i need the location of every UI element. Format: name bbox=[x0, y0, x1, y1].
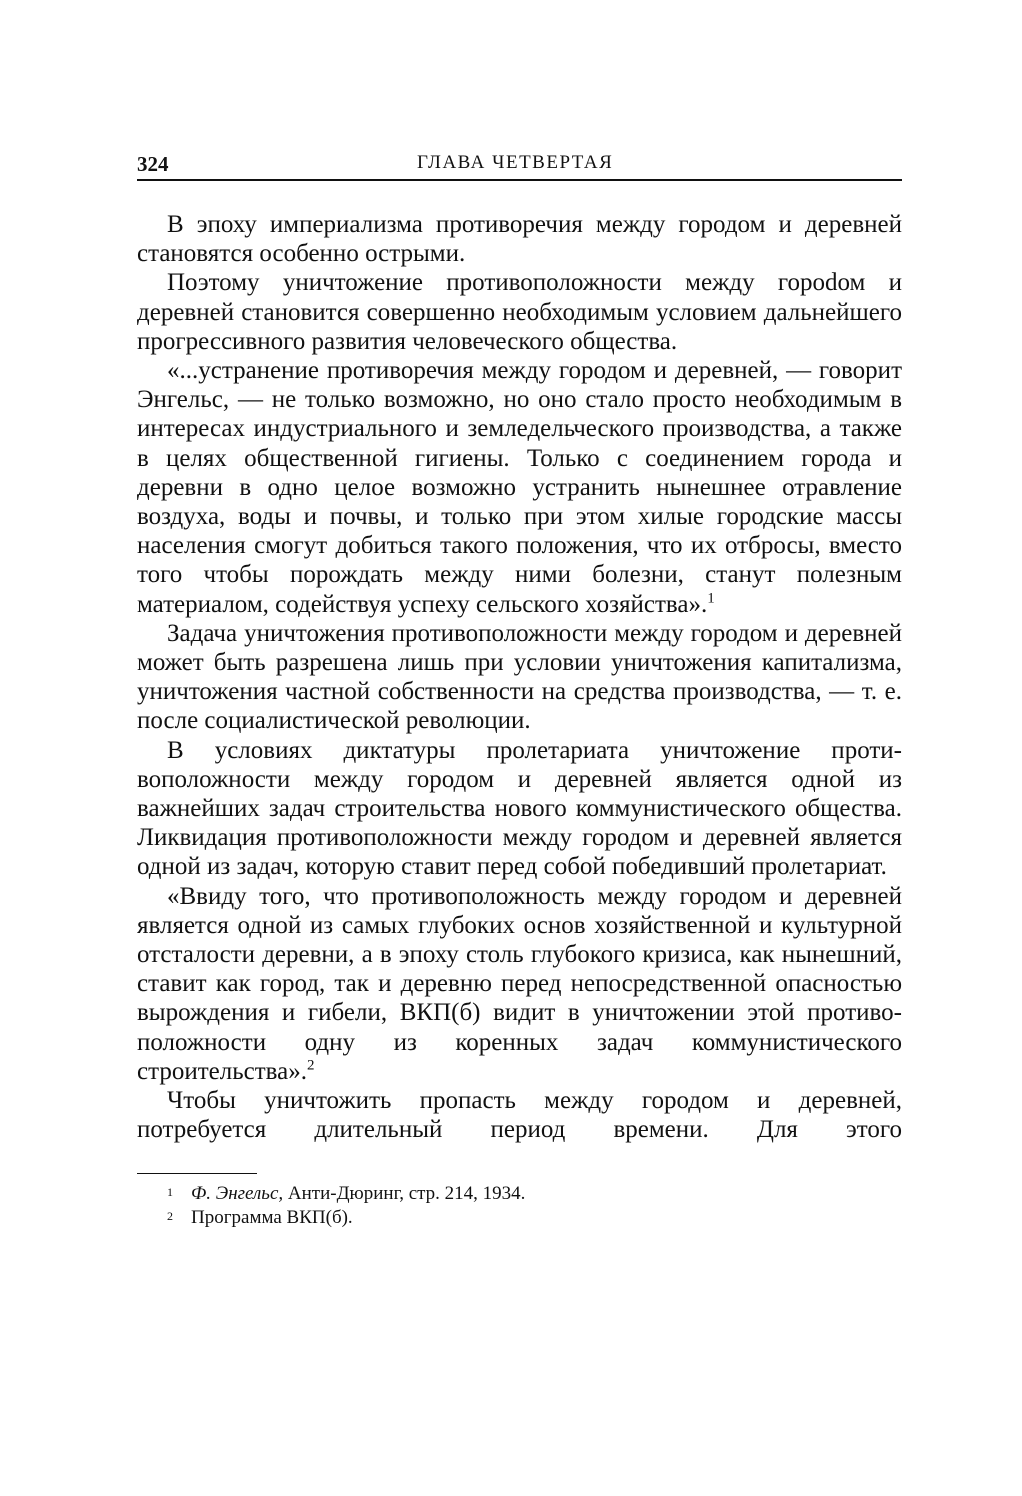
body-text bbox=[137, 210, 902, 1145]
paragraph-3-text: «...устранение противоречия между городом и деревней, — говорит Энгельс, — не только возможно, но оно стало просто необходимым в интересах индустриального и земледельческого производства, а также в целях общественной гигиены. Только с соединением города и деревни в одно целое возможно устранить нынешнее отравление воздуха, воды и почвы, и только при этом хилые городские массы населения смогут добиться такого положения, что их отбросы, вместо того чтобы порождать между ними болезни, станут полезным материалом, содействуя успеху сельского хозяйства». bbox=[137, 357, 902, 618]
footnote-1 bbox=[137, 1182, 902, 1206]
footnote-rule bbox=[137, 1173, 257, 1174]
paragraph-2 bbox=[137, 268, 902, 356]
paragraph-6-program-quote bbox=[137, 882, 902, 1086]
footnotes bbox=[137, 1182, 902, 1230]
paragraph-1-text: В эпоху империализма противоречия между городом и деревней становятся особенно острыми. bbox=[137, 211, 902, 268]
header-rule bbox=[137, 179, 902, 181]
footnote-1-mark: 1 bbox=[167, 1184, 173, 1199]
footnote-1-author: Ф. Энгельс, bbox=[191, 1182, 284, 1204]
footnote-1-text: Анти-Дюринг, стр. 214, 1934. bbox=[287, 1182, 526, 1204]
footnote-2 bbox=[137, 1206, 902, 1230]
page-number: 324 bbox=[137, 152, 169, 176]
book-page bbox=[137, 140, 902, 1230]
footnote-ref-2: 2 bbox=[306, 1057, 315, 1074]
paragraph-2-text: Поэтому уничтожение противоположности между гороdом и деревней становится совершенно необходимым условием дальнейшего прогрессивного развития человеческого общества. bbox=[137, 269, 902, 355]
paragraph-6-text: «Ввиду того, что противоположность между городом и деревней является одной из самых глубоких основ хозяйственной и культурной отсталости деревни, а в эпоху столь глубокого кризиса, как нынешний, ставит как город, так и деревню перед непосредственной опасностью вырождения и гибели, ВКП(б) видит в уничтожении этой противоположности одну из коренных задач коммунистического строительства». bbox=[137, 882, 902, 1085]
footnote-2-text: Программа ВКП(б). bbox=[191, 1206, 353, 1228]
paragraph-4-text: Задача уничтожения противоположности между городом и деревней может быть разрешена лишь при условии уничтожения капитализма, уничтожения частной собственности на средства производства, — т. е. после социалистической революции. bbox=[137, 619, 902, 735]
paragraph-5 bbox=[137, 736, 902, 882]
paragraph-3-engels-quote bbox=[137, 356, 902, 619]
paragraph-5-text: В условиях диктатуры пролетариата уничтожение противоположности между городом и деревней является одной из важнейших задач строительства нового коммунистического общества. Ликвидация противоположности между городом и деревней является одной из задач, которую ставит перед собой победивший пролетариат. bbox=[137, 736, 902, 881]
paragraph-4 bbox=[137, 619, 902, 736]
paragraph-7-text: Чтобы уничтожить пропасть между городом и деревней, потребуется длительный период времени. Для этого bbox=[137, 1087, 902, 1144]
paragraph-1 bbox=[137, 210, 902, 268]
page-header bbox=[137, 140, 902, 180]
paragraph-7 bbox=[137, 1086, 902, 1144]
running-head: ГЛАВА ЧЕТВЕРТАЯ bbox=[417, 152, 614, 173]
footnote-2-mark: 2 bbox=[167, 1208, 173, 1223]
footnote-ref-1: 1 bbox=[707, 590, 715, 607]
